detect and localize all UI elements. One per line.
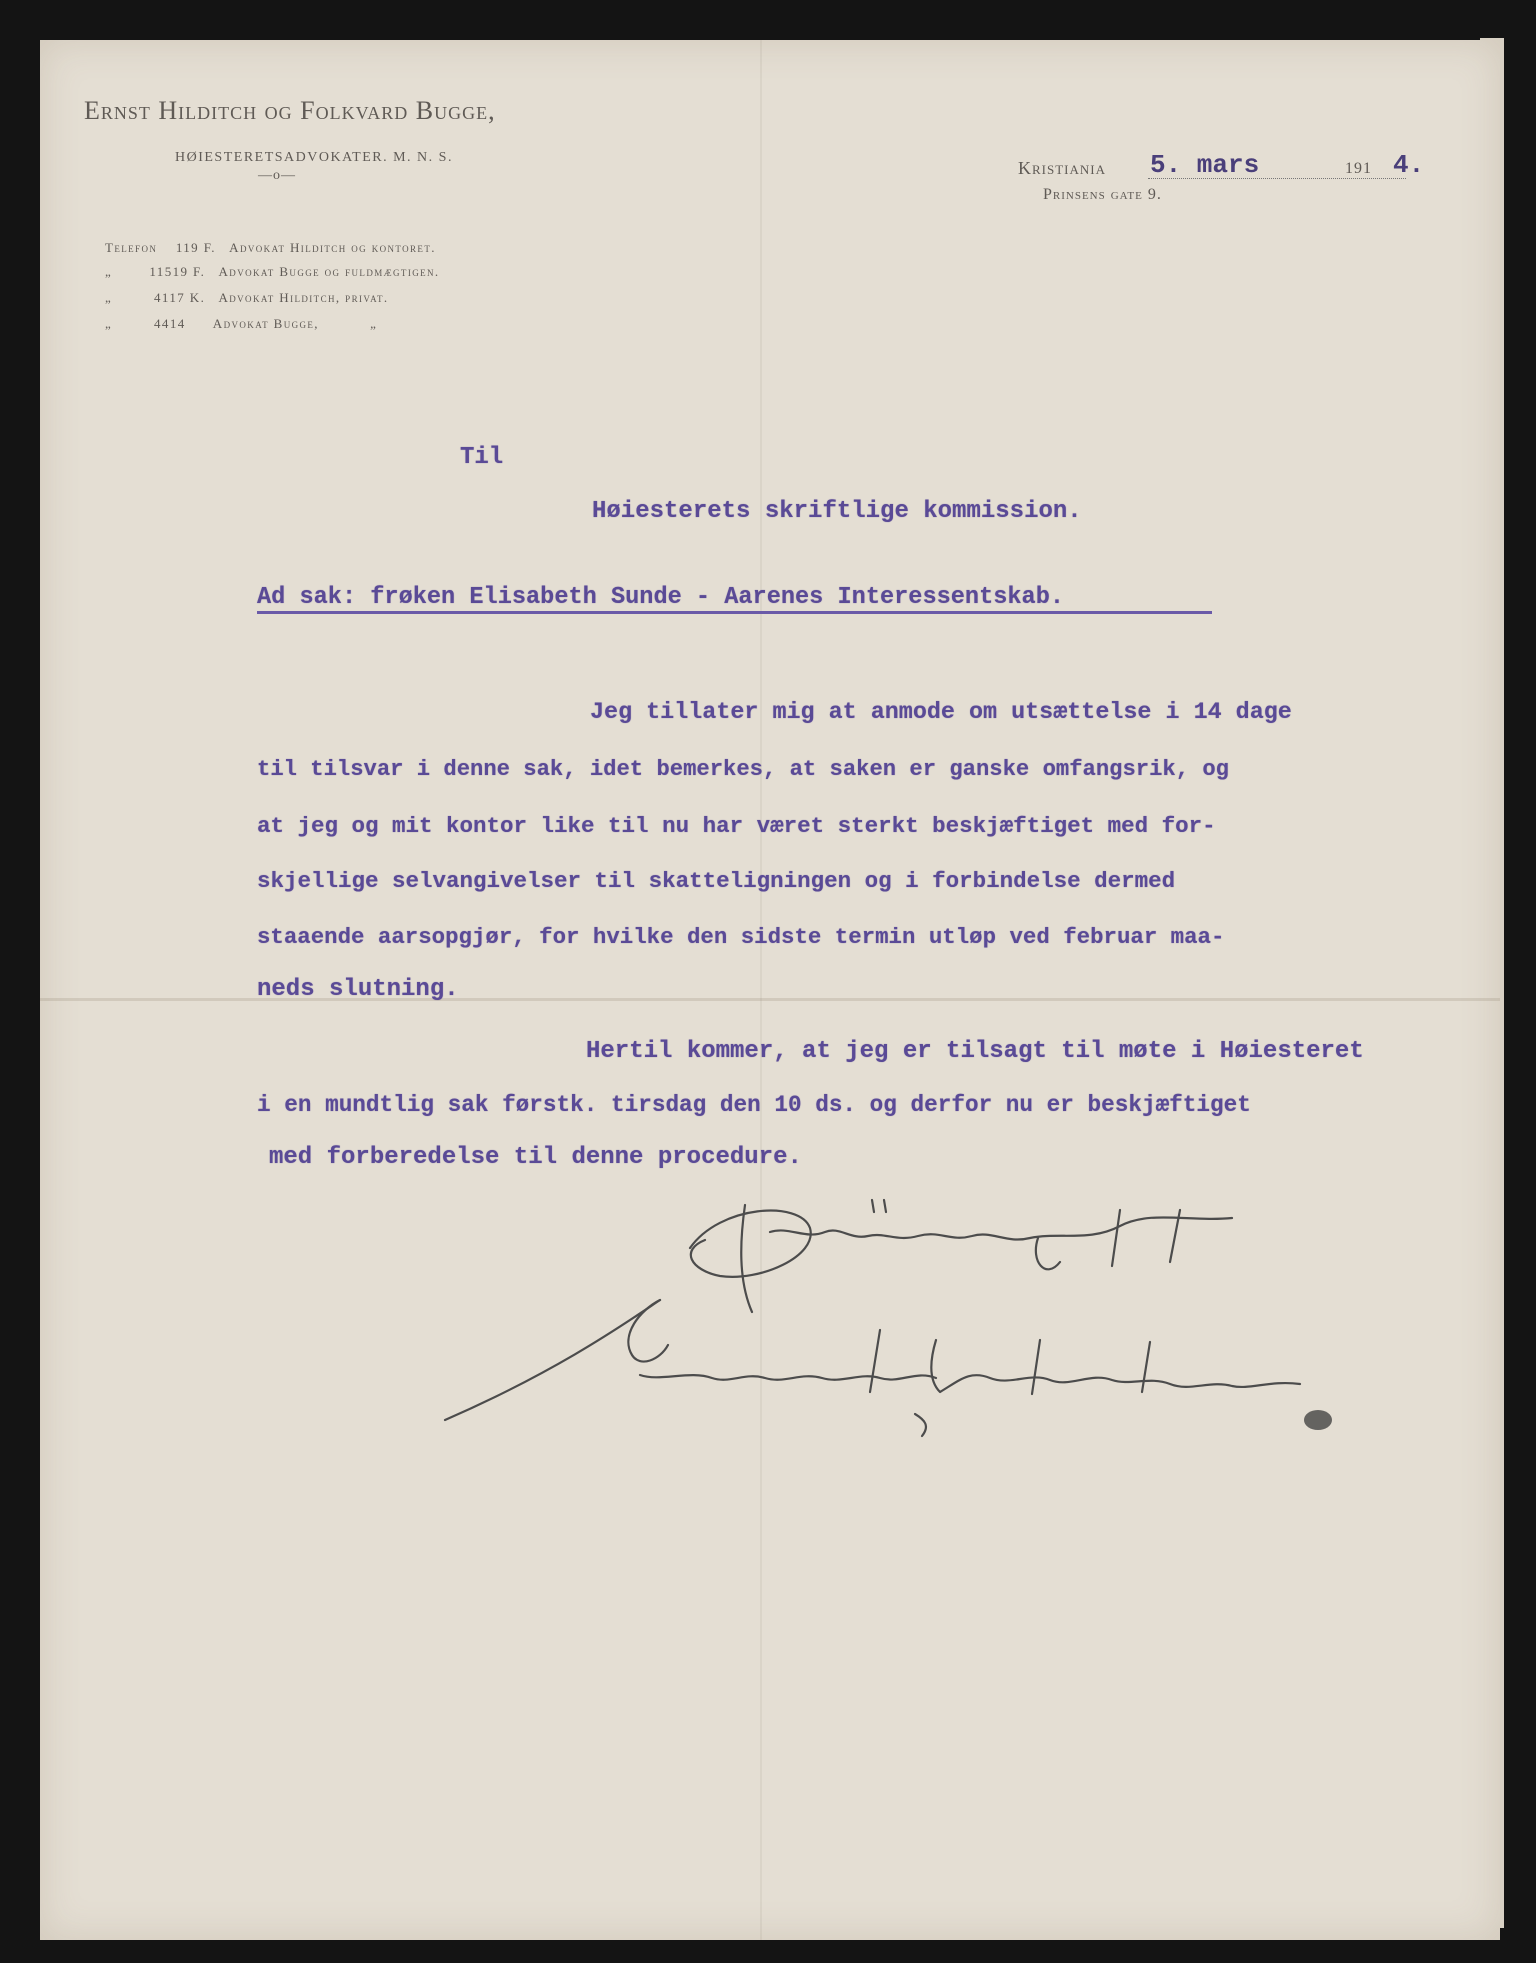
firm-name: Ernst Hilditch og Folkvard Bugge, <box>84 96 496 125</box>
telephone-line: Telefon 119 F. Advokat Hilditch og kontoret. <box>105 240 436 255</box>
dateline-year-prefix: 191 <box>1345 160 1372 177</box>
body-line: staaende aarsopgjør, for hvilke den sidste termin utløp ved februar maa- <box>257 924 1225 950</box>
subject-line: Ad sak: frøken Elisabeth Sunde - Aarenes Interessentskab. <box>257 584 1065 611</box>
dateline-place: Kristiania <box>1018 158 1106 178</box>
body-line: i en mundtlig sak førstk. tirsdag den 10 ds. og derfor nu er beskjæftiget <box>257 1092 1251 1118</box>
firm-titles: HØIESTERETSADVOKATER. M. N. S. <box>175 150 453 165</box>
telephone-line: „ 11519 F. Advokat Bugge og fuldmægtigen. <box>105 264 440 279</box>
body-line: Hertil kommer, at jeg er tilsagt til møte i Høiesteret <box>586 1038 1364 1065</box>
body-line: med forberedelse til denne procedure. <box>269 1144 802 1171</box>
telephone-line: „ 4414 Advokat Bugge, „ <box>105 316 378 331</box>
telephone-line: „ 4117 K. Advokat Hilditch, privat. <box>105 290 389 305</box>
body-line: til tilsvar i denne sak, idet bemerkes, at saken er ganske omfangsrik, og <box>257 757 1229 782</box>
letterhead-separator: —o— <box>258 168 296 183</box>
body-line: neds slutning. <box>257 976 459 1003</box>
dateline-date: 5. mars <box>1150 150 1260 180</box>
body-line: Jeg tillater mig at anmode om utsættelse i 14 dage <box>590 700 1292 726</box>
body-line: at jeg og mit kontor like til nu har været sterkt beskjæftiget med for- <box>257 813 1216 839</box>
recipient-to: Til <box>460 444 504 471</box>
recipient-name: Høiesterets skriftlige kommission. <box>592 498 1082 525</box>
dateline-address: Prinsens gate 9. <box>1043 186 1162 203</box>
dateline-year-suffix: 4. <box>1393 150 1425 180</box>
body-line: skjellige selvangivelser til skatteligningen og i forbindelse dermed <box>257 868 1176 894</box>
